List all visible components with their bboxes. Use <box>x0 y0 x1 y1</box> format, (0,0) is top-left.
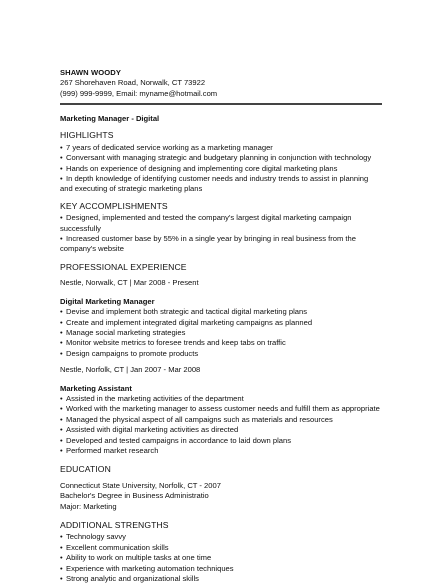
list-item-text: Assisted in the marketing activities of the department <box>66 393 244 403</box>
list-item <box>60 143 382 153</box>
list-item-text: 7 years of dedicated service working as a marketing manager <box>66 142 273 152</box>
resume-body <box>60 114 382 584</box>
list-item <box>60 446 382 456</box>
target-job-title: Marketing Manager - Digital <box>60 114 160 123</box>
highlights-heading: HIGHLIGHTS <box>60 130 114 141</box>
job-2-employer: Nestle, Norfolk, CT | Jan 2007 - Mar 2008 <box>60 365 201 375</box>
list-item-text: Manage social marketing strategies <box>66 327 186 337</box>
list-item <box>60 415 382 425</box>
list-item <box>60 574 382 584</box>
list-item-text: Increased customer base by 55% in a single year by bringing in real business from the company's website <box>60 234 356 254</box>
list-item <box>60 153 382 163</box>
bullet-glyph: • <box>60 393 63 403</box>
list-item-text: Monitor website metrics to foresee trends and keep tabs on traffic <box>66 338 286 348</box>
list-item <box>60 553 382 563</box>
list-item <box>60 307 382 317</box>
list-item <box>60 436 382 446</box>
education-degree: Bachelor's Degree in Business Administratio <box>60 491 209 501</box>
bullet-glyph: • <box>60 163 63 173</box>
list-item <box>60 213 382 234</box>
list-item <box>60 404 382 414</box>
list-item <box>60 543 382 553</box>
bullet-glyph: • <box>60 435 63 445</box>
list-item-text: Devise and implement both strategic and tactical digital marketing plans <box>66 307 308 317</box>
list-item <box>60 318 382 328</box>
bullet-glyph: • <box>60 174 63 184</box>
bullet-glyph: • <box>60 317 63 327</box>
list-item <box>60 164 382 174</box>
list-item-text: Design campaigns to promote products <box>66 348 199 358</box>
bullet-glyph: • <box>60 532 63 542</box>
bullet-glyph: • <box>60 445 63 455</box>
list-item <box>60 532 382 542</box>
list-item <box>60 174 382 195</box>
bullet-glyph: • <box>60 348 63 358</box>
list-item <box>60 234 382 255</box>
list-item <box>60 349 382 359</box>
job-1-duties <box>60 307 382 359</box>
bullet-glyph: • <box>60 327 63 337</box>
list-item-text: Performed market research <box>66 445 159 455</box>
strengths-heading: ADDITIONAL STRENGTHS <box>60 520 169 530</box>
candidate-name: SHAWN WOODY <box>60 68 122 77</box>
job-1-title: Digital Marketing Manager <box>60 296 155 306</box>
education-heading: EDUCATION <box>60 464 111 475</box>
bullet-glyph: • <box>60 414 63 424</box>
candidate-address: 267 Shorehaven Road, Norwalk, CT 73922 <box>60 78 206 88</box>
list-item-text: Excellent communication skills <box>66 542 169 552</box>
list-item-text: Technology savvy <box>66 532 126 542</box>
list-item-text: Worked with the marketing manager to assess customer needs and fulfill them as appropriate <box>66 404 380 414</box>
list-item <box>60 328 382 338</box>
list-item-text: Strong analytic and organizational skills <box>66 574 199 584</box>
job-1-employer: Nestle, Norwalk, CT | Mar 2008 - Present <box>60 278 199 288</box>
bullet-glyph: • <box>60 404 63 414</box>
list-item-text: Assisted with digital marketing activities as directed <box>66 425 239 435</box>
education-school: Connecticut State University, Norfolk, CT - 2007 <box>60 480 221 490</box>
list-item-text: Conversant with managing strategic and budgetary planning in conjunction with technology <box>66 153 372 163</box>
bullet-glyph: • <box>60 213 63 223</box>
header-divider <box>60 103 382 105</box>
bullet-glyph: • <box>60 307 63 317</box>
list-item-text: Create and implement integrated digital marketing campaigns as planned <box>66 317 313 327</box>
bullet-glyph: • <box>60 234 63 244</box>
experience-heading: PROFESSIONAL EXPERIENCE <box>60 261 187 272</box>
list-item <box>60 338 382 348</box>
job-2-title: Marketing Assistant <box>60 383 132 393</box>
highlights-list <box>60 143 382 195</box>
accomplishments-list <box>60 213 382 255</box>
job-2-duties <box>60 394 382 456</box>
bullet-glyph: • <box>60 153 63 163</box>
list-item-text: Experience with marketing automation techniques <box>66 563 234 573</box>
bullet-glyph: • <box>60 425 63 435</box>
candidate-phone-email: (999) 999-9999, Email: myname@hotmail.com <box>60 88 218 98</box>
contact-header <box>60 68 382 99</box>
list-item <box>60 425 382 435</box>
list-item-text: Designed, implemented and tested the company's largest digital marketing campaign successfully <box>60 213 352 233</box>
list-item-text: Developed and tested campaigns in accordance to laid down plans <box>66 435 292 445</box>
list-item-text: Ability to work on multiple tasks at one time <box>66 553 212 563</box>
bullet-glyph: • <box>60 574 63 584</box>
accomplishments-heading: KEY ACCOMPLISHMENTS <box>60 200 168 211</box>
strengths-list <box>60 532 382 584</box>
bullet-glyph: • <box>60 542 63 552</box>
list-item-text: Hands on experience of designing and implementing core digital marketing plans <box>66 163 338 173</box>
bullet-glyph: • <box>60 563 63 573</box>
list-item-text: In depth knowledge of identifying customer needs and industry trends to assist in planning and executing of strategic marketing plans <box>60 174 369 194</box>
list-item-text: Managed the physical aspect of all campaigns such as materials and resources <box>66 414 333 424</box>
bullet-glyph: • <box>60 553 63 563</box>
bullet-glyph: • <box>60 142 63 152</box>
bullet-glyph: • <box>60 338 63 348</box>
list-item <box>60 394 382 404</box>
education-major: Major: Marketing <box>60 501 117 511</box>
